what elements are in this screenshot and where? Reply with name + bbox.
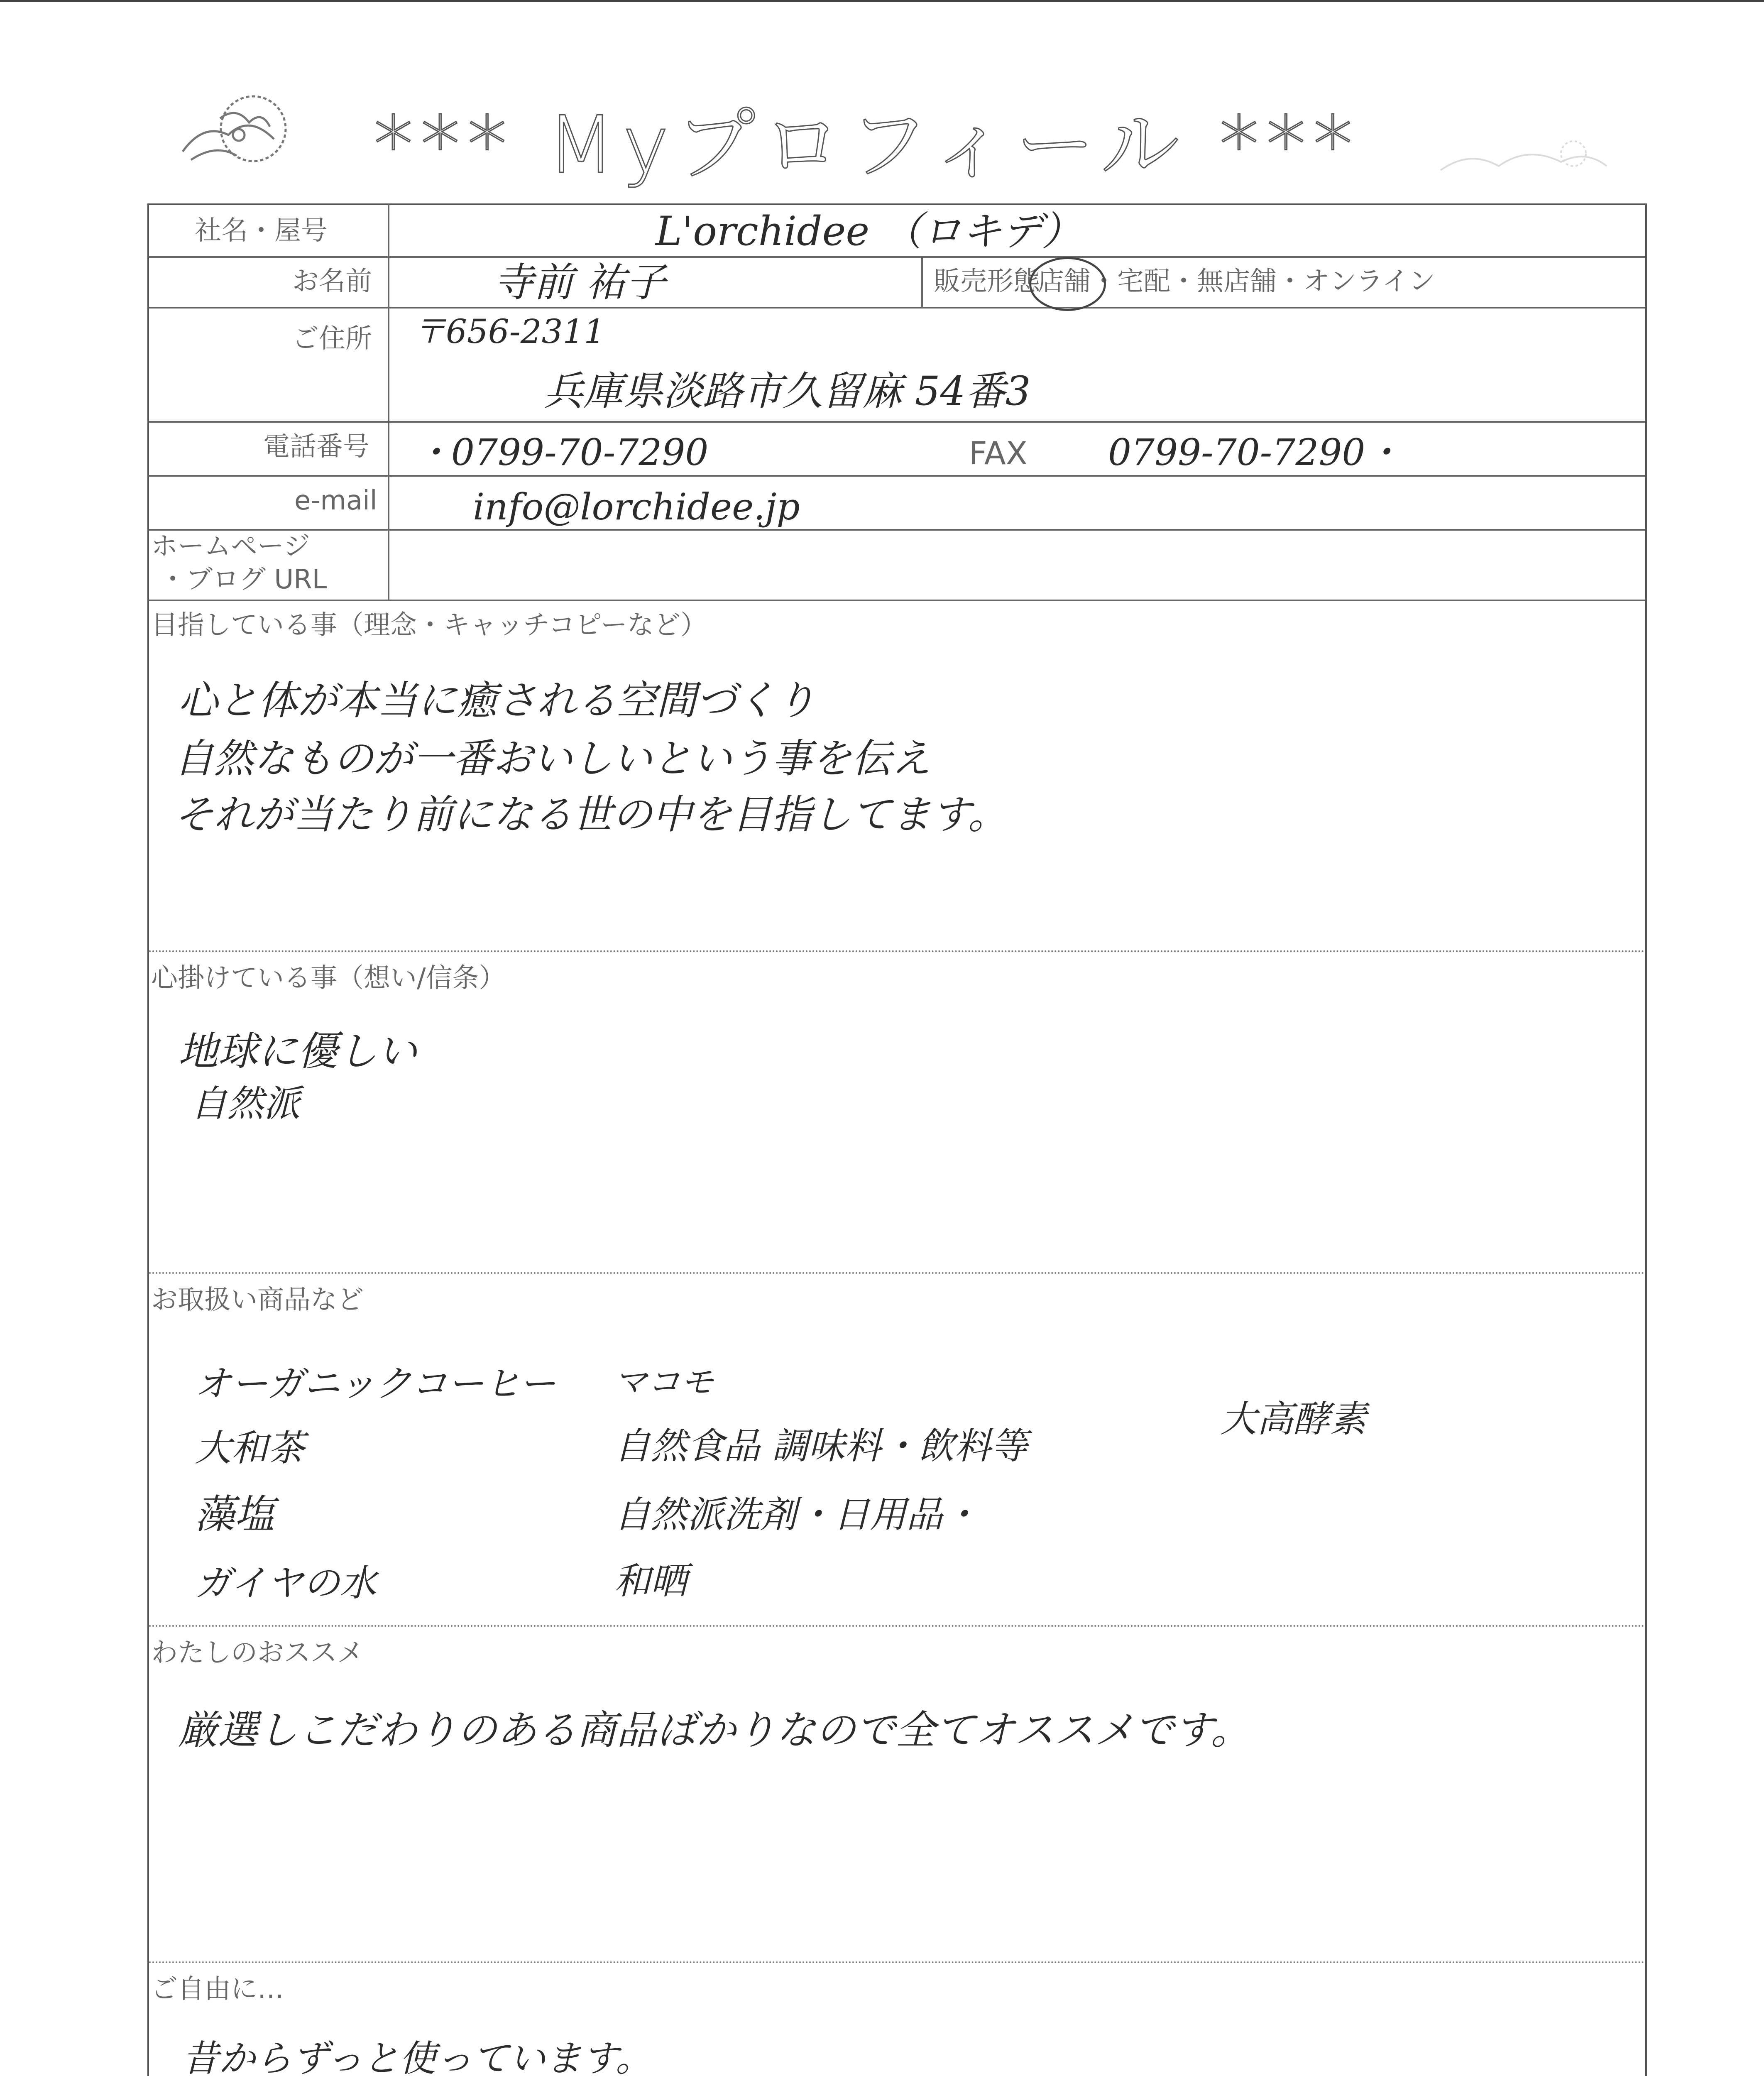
- sales-type-divider: [921, 256, 923, 307]
- section-divider: [149, 1625, 1645, 1627]
- profile-form: [147, 203, 1647, 2076]
- sales-type-label: 販売形態: [934, 266, 1040, 297]
- product-item: ガイヤの水: [195, 1562, 377, 1604]
- free-label: ご自由に…: [151, 1974, 284, 2005]
- homepage-label-line1: ホームページ: [151, 531, 310, 562]
- goals-line-1: 心と体が本当に癒される空間づくり: [178, 677, 816, 724]
- email-label: e-mail: [294, 485, 377, 516]
- fax-value: 0799-70-7290・: [1108, 431, 1402, 474]
- orchid-logo-icon: [166, 89, 311, 172]
- address-label: ご住所: [292, 323, 372, 354]
- email-value: info@lorchidee.jp: [473, 485, 800, 528]
- mindset-line-2: 自然派: [191, 1082, 301, 1125]
- homepage-label-line2: ・ブログ URL: [159, 564, 327, 595]
- row-divider: [149, 529, 1645, 531]
- postal-code-value: 〒656-2311: [413, 312, 605, 351]
- row-divider: [149, 600, 1645, 601]
- mindset-label: 心掛けている事（想い/信条）: [151, 963, 506, 994]
- section-divider: [149, 1272, 1645, 1274]
- product-item: 大和茶: [195, 1427, 305, 1469]
- row-divider: [149, 475, 1645, 477]
- recommend-label: わたしのおススメ: [151, 1638, 364, 1668]
- page-title: *** Myプロフィール ***: [374, 99, 1360, 191]
- product-item: 大高酵素: [1220, 1398, 1367, 1440]
- product-item: 和晒: [614, 1559, 687, 1602]
- products-label: お取扱い商品など: [151, 1285, 364, 1315]
- goals-line-3: それが当たり前になる世の中を目指してます。: [174, 791, 1008, 838]
- product-item: 藻塩: [195, 1491, 274, 1537]
- goals-label: 目指している事（理念・キャッチコピーなど）: [151, 610, 707, 641]
- row-divider: [149, 307, 1645, 308]
- faint-decoration-icon: [1436, 133, 1611, 183]
- name-label: お名前: [292, 266, 372, 297]
- section-divider: [149, 1961, 1645, 1963]
- phone-label: 電話番号: [263, 431, 369, 462]
- fax-label: FAX: [969, 435, 1028, 472]
- company-value: L'orchidee （ロキデ）: [656, 208, 1081, 255]
- address-value: 兵庫県淡路市久留麻 54番3: [543, 368, 1031, 414]
- free-line-1: 昔からずっと使っています。: [182, 2037, 652, 2076]
- row-divider: [149, 256, 1645, 258]
- name-value: 寺前 祐子: [494, 259, 666, 306]
- product-item: マコモ: [614, 1363, 714, 1401]
- top-edge-line: [0, 0, 1764, 8]
- section-divider: [149, 950, 1645, 952]
- mindset-line-1: 地球に優しい: [178, 1028, 417, 1075]
- label-column-divider: [388, 205, 389, 600]
- goals-line-2: 自然なものが一番おいしいという事を伝え: [174, 735, 931, 782]
- sales-type-selected-circle: [1029, 257, 1106, 311]
- phone-value: ・0799-70-7290: [415, 431, 709, 474]
- product-item: 自然派洗剤・日用品・: [614, 1493, 980, 1536]
- sales-type-options: 店舗・宅配・無店舗・オンライン: [1037, 266, 1436, 297]
- product-item: 自然食品 調味料・飲料等: [614, 1425, 1028, 1467]
- product-item: オーガニックコーヒー: [195, 1362, 556, 1405]
- recommend-text: 厳選しこだわりのある商品ばかりなので全てオススメです。: [178, 1707, 1251, 1753]
- row-divider: [149, 421, 1645, 423]
- company-label: 社名・屋号: [195, 215, 328, 246]
